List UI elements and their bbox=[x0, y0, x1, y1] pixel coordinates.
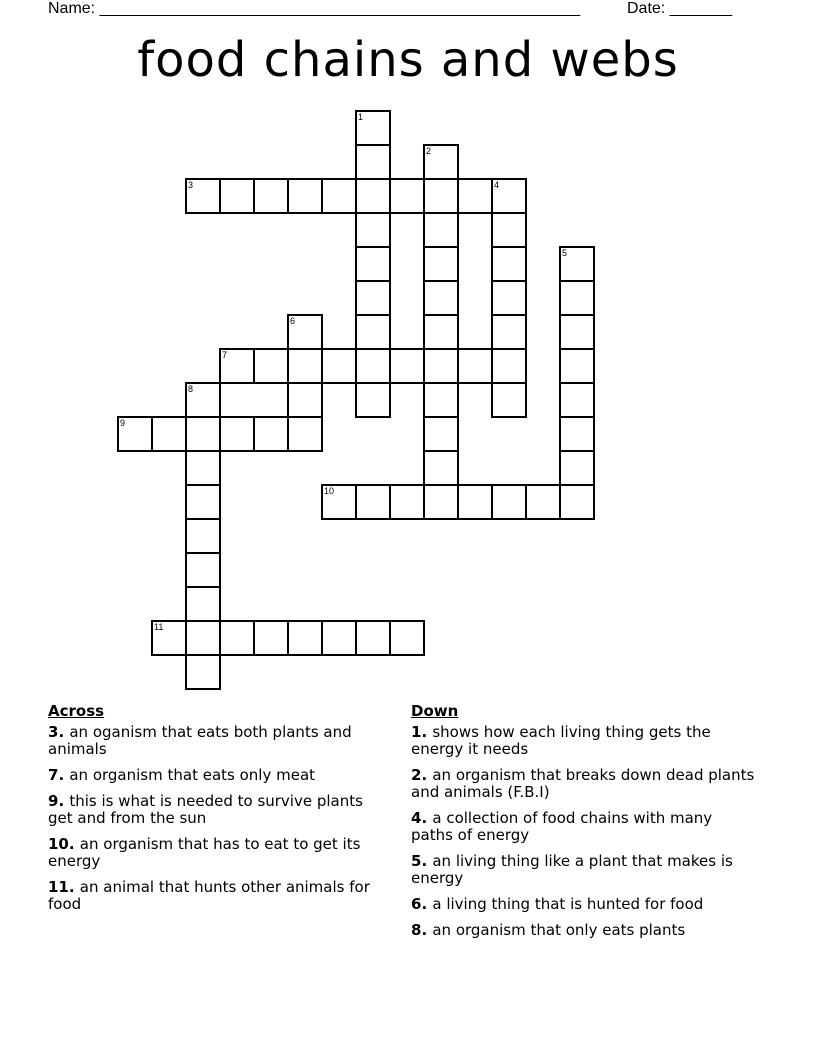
grid-cell[interactable] bbox=[389, 620, 425, 656]
grid-cell[interactable] bbox=[491, 314, 527, 350]
page-title: food chains and webs bbox=[137, 32, 679, 88]
grid-cell[interactable] bbox=[151, 416, 187, 452]
grid-cell[interactable] bbox=[355, 178, 391, 214]
clue-across-7: 7. an organism that eats only meat bbox=[48, 766, 316, 784]
grid-cell[interactable] bbox=[491, 382, 527, 418]
grid-cell[interactable] bbox=[559, 484, 595, 520]
grid-cell[interactable] bbox=[355, 620, 391, 656]
grid-cell[interactable] bbox=[423, 178, 459, 214]
down-clues bbox=[411, 702, 756, 948]
grid-cell[interactable] bbox=[253, 620, 289, 656]
grid-cell[interactable] bbox=[559, 382, 595, 418]
grid-cell[interactable] bbox=[559, 416, 595, 452]
grid-cell[interactable] bbox=[321, 178, 357, 214]
clue-number: 3 bbox=[188, 180, 194, 190]
grid-cell[interactable] bbox=[423, 314, 459, 350]
clue-number: 5 bbox=[562, 248, 568, 258]
clue-across-3: 3. an oganism that eats both plants and animals bbox=[48, 723, 352, 758]
grid-cell[interactable] bbox=[355, 484, 391, 520]
date-field[interactable]: Date: _______ bbox=[627, 0, 732, 17]
grid-cell[interactable] bbox=[457, 348, 493, 384]
grid-cell[interactable] bbox=[559, 348, 595, 384]
grid-cell[interactable] bbox=[491, 484, 527, 520]
grid-cell[interactable] bbox=[423, 348, 459, 384]
grid-cell[interactable] bbox=[287, 314, 323, 350]
grid-cell[interactable] bbox=[423, 144, 459, 180]
clue-number: 10 bbox=[324, 486, 335, 496]
clue-across-11: 11. an animal that hunts other animals for food bbox=[48, 878, 370, 913]
clue-down-5: 5. an living thing like a plant that makes is energy bbox=[411, 852, 733, 887]
grid-cell[interactable] bbox=[321, 348, 357, 384]
grid-cell[interactable] bbox=[287, 416, 323, 452]
name-field[interactable]: Name: ______________________________________________________ bbox=[48, 0, 581, 17]
grid-cell[interactable] bbox=[185, 518, 221, 554]
grid-cell[interactable] bbox=[253, 348, 289, 384]
grid-cell[interactable] bbox=[185, 416, 221, 452]
grid-cell[interactable] bbox=[287, 620, 323, 656]
grid-cell[interactable] bbox=[559, 246, 595, 282]
grid-cell[interactable] bbox=[185, 586, 221, 622]
grid-cell[interactable] bbox=[219, 348, 255, 384]
grid-cell[interactable] bbox=[321, 620, 357, 656]
grid-cell[interactable] bbox=[185, 654, 221, 690]
grid-cell[interactable] bbox=[491, 212, 527, 248]
clue-across-10: 10. an organism that has to eat to get its energy bbox=[48, 835, 361, 870]
grid-cell[interactable] bbox=[423, 484, 459, 520]
grid-cell[interactable] bbox=[287, 382, 323, 418]
grid-cell[interactable] bbox=[321, 484, 357, 520]
grid-cell[interactable] bbox=[185, 382, 221, 418]
grid-cell[interactable] bbox=[219, 416, 255, 452]
grid-cell[interactable] bbox=[355, 280, 391, 316]
clue-number: 2 bbox=[426, 146, 432, 156]
clue-down-8: 8. an organism that only eats plants bbox=[411, 921, 686, 939]
grid-cell[interactable] bbox=[355, 314, 391, 350]
grid-cell[interactable] bbox=[355, 144, 391, 180]
grid-cell[interactable] bbox=[185, 484, 221, 520]
grid-cell[interactable] bbox=[389, 178, 425, 214]
grid-cell[interactable] bbox=[559, 280, 595, 316]
clue-down-4: 4. a collection of food chains with many paths of energy bbox=[411, 809, 713, 844]
clue-number: 1 bbox=[358, 112, 364, 122]
grid-cell[interactable] bbox=[457, 178, 493, 214]
grid-cell[interactable] bbox=[423, 416, 459, 452]
grid-cell[interactable] bbox=[423, 382, 459, 418]
clue-number: 6 bbox=[290, 316, 296, 326]
grid-cell[interactable] bbox=[287, 348, 323, 384]
grid-cell[interactable] bbox=[287, 178, 323, 214]
grid-cell[interactable] bbox=[219, 178, 255, 214]
grid-cell[interactable] bbox=[423, 280, 459, 316]
clue-number: 7 bbox=[222, 350, 228, 360]
grid-cell[interactable] bbox=[253, 178, 289, 214]
grid-cell[interactable] bbox=[423, 212, 459, 248]
grid-cell[interactable] bbox=[355, 110, 391, 146]
grid-cell[interactable] bbox=[525, 484, 561, 520]
grid-cell[interactable] bbox=[355, 212, 391, 248]
grid-cell[interactable] bbox=[185, 552, 221, 588]
grid-cell[interactable] bbox=[185, 620, 221, 656]
across-clues bbox=[48, 702, 388, 922]
grid-cell[interactable] bbox=[491, 178, 527, 214]
grid-cell[interactable] bbox=[491, 348, 527, 384]
grid-cell[interactable] bbox=[559, 314, 595, 350]
grid-cell[interactable] bbox=[491, 280, 527, 316]
grid-cell[interactable] bbox=[389, 484, 425, 520]
clue-across-9: 9. this is what is needed to survive plants get and from the sun bbox=[48, 792, 363, 827]
down-heading: Down bbox=[411, 702, 459, 720]
grid-cell[interactable] bbox=[559, 450, 595, 486]
clue-number: 9 bbox=[120, 418, 126, 428]
grid-cell[interactable] bbox=[253, 416, 289, 452]
grid-cell[interactable] bbox=[457, 484, 493, 520]
grid-cell[interactable] bbox=[423, 450, 459, 486]
across-heading: Across bbox=[48, 702, 105, 720]
grid-cell[interactable] bbox=[423, 246, 459, 282]
clue-down-1: 1. shows how each living thing gets the energy it needs bbox=[411, 723, 711, 758]
grid-cell[interactable] bbox=[151, 620, 187, 656]
clue-number: 11 bbox=[154, 622, 164, 632]
clue-down-2: 2. an organism that breaks down dead plants and animals (F.B.I) bbox=[411, 766, 755, 801]
grid-cell[interactable] bbox=[355, 348, 391, 384]
grid-cell[interactable] bbox=[355, 382, 391, 418]
clue-number: 4 bbox=[494, 180, 500, 190]
grid-cell[interactable] bbox=[185, 178, 221, 214]
clue-down-6: 6. a living thing that is hunted for food bbox=[411, 895, 704, 913]
grid-cell[interactable] bbox=[389, 348, 425, 384]
grid-cell[interactable] bbox=[491, 246, 527, 282]
grid-cell[interactable] bbox=[219, 620, 255, 656]
grid-cell[interactable] bbox=[117, 416, 153, 452]
grid-cell[interactable] bbox=[355, 246, 391, 282]
grid-cell[interactable] bbox=[185, 450, 221, 486]
clue-number: 8 bbox=[188, 384, 194, 394]
